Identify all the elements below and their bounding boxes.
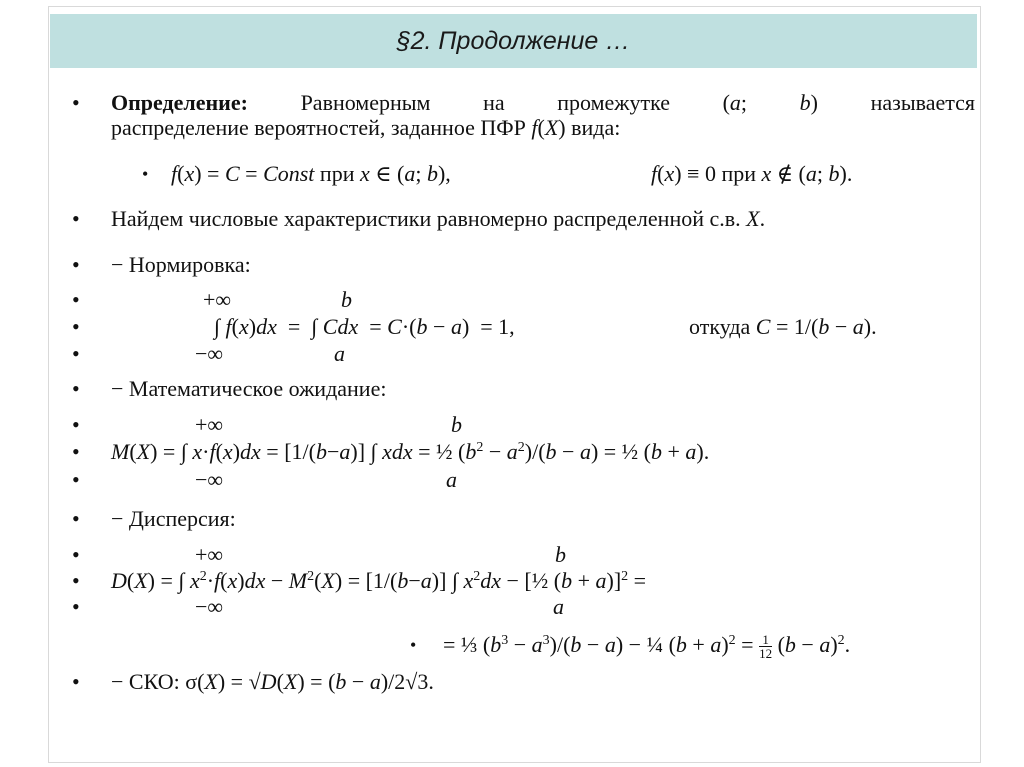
bullet: •	[72, 439, 80, 464]
expectation-heading: − Математическое ожидание:	[111, 376, 387, 401]
std-formula: − СКО: σ(X) = √D(X) = (b − a)/2√3.	[111, 669, 434, 694]
bullet: •	[72, 669, 80, 694]
bullet: •	[72, 341, 80, 366]
normalization-tail: откуда C = 1/(b − a).	[689, 314, 877, 339]
expectation-formula: M(X) = ∫ x·f(x)dx = [1/(b−a)] ∫ xdx = ½ $(b^2 - a^2)/(b - a)$ = ½ (b + a).	[111, 439, 710, 464]
density-right: f(x) ≡ 0 при x ∉ (a; b).	[651, 161, 853, 186]
bullet: •	[72, 90, 80, 115]
find-characteristics: Найдем числовые характеристики равномерно распределенной с.в. X.	[111, 206, 766, 231]
definition-line-2: распределение вероятностей, заданное ПФР f(X) вида:	[111, 115, 621, 140]
bullet: •	[410, 635, 417, 655]
bullet: •	[142, 164, 149, 184]
variance-formula: D(X) = ∫ $x^2\cdot f(x)dx - M^2(X) = [1/(b-a)]$ ∫ $x^2dx$ − [½ (b + a)]$^2$ =	[111, 568, 647, 593]
normalization-formula: ∫ f(x)dx = ∫ Cdx = C·(b − a) = 1,	[214, 314, 515, 339]
expectation-lower-limit: −∞	[195, 467, 224, 492]
bullet: •	[72, 594, 80, 619]
bullet: •	[72, 412, 80, 437]
bullet: •	[72, 314, 80, 339]
bullet: •	[72, 252, 80, 277]
definition-line-1	[111, 91, 975, 115]
normalization-upper-b: b	[341, 287, 352, 312]
expectation-upper-limit: +∞	[195, 412, 224, 437]
normalization-upper-limit: +∞	[203, 287, 232, 312]
variance-lower-limit: −∞	[195, 594, 224, 619]
bullet: •	[72, 506, 80, 531]
bullet: •	[72, 376, 80, 401]
definition-text-1: Равномерным на промежутке (a; b) называется	[300, 90, 975, 115]
variance-lower-a: a	[553, 594, 564, 619]
variance-upper-b: b	[555, 542, 566, 567]
normalization-heading: − Нормировка:	[111, 252, 251, 277]
expectation-lower-a: a	[446, 467, 457, 492]
slide-title: §2. Продолжение …	[396, 26, 631, 55]
bullet: •	[72, 568, 80, 593]
variance-heading: − Дисперсия:	[111, 506, 236, 531]
bullet: •	[72, 542, 80, 567]
bullet: •	[72, 287, 80, 312]
density-left: f(x) = C = Const при x ∈ (a; b),	[171, 161, 451, 186]
definition-label: Определение:	[111, 90, 248, 115]
normalization-lower-limit: −∞	[195, 341, 224, 366]
variance-upper-limit: +∞	[195, 542, 224, 567]
normalization-lower-a: a	[334, 341, 345, 366]
bullet: •	[72, 206, 80, 231]
expectation-upper-b: b	[451, 412, 462, 437]
title-bar	[50, 14, 977, 68]
bullet: •	[72, 467, 80, 492]
variance-continuation: = ⅓ $(b^3 - a^3)/(b - a)$ − ¼ $(b + a)^2$ = $\frac{1}{12}$ $(b - a)^2$.	[443, 632, 851, 661]
